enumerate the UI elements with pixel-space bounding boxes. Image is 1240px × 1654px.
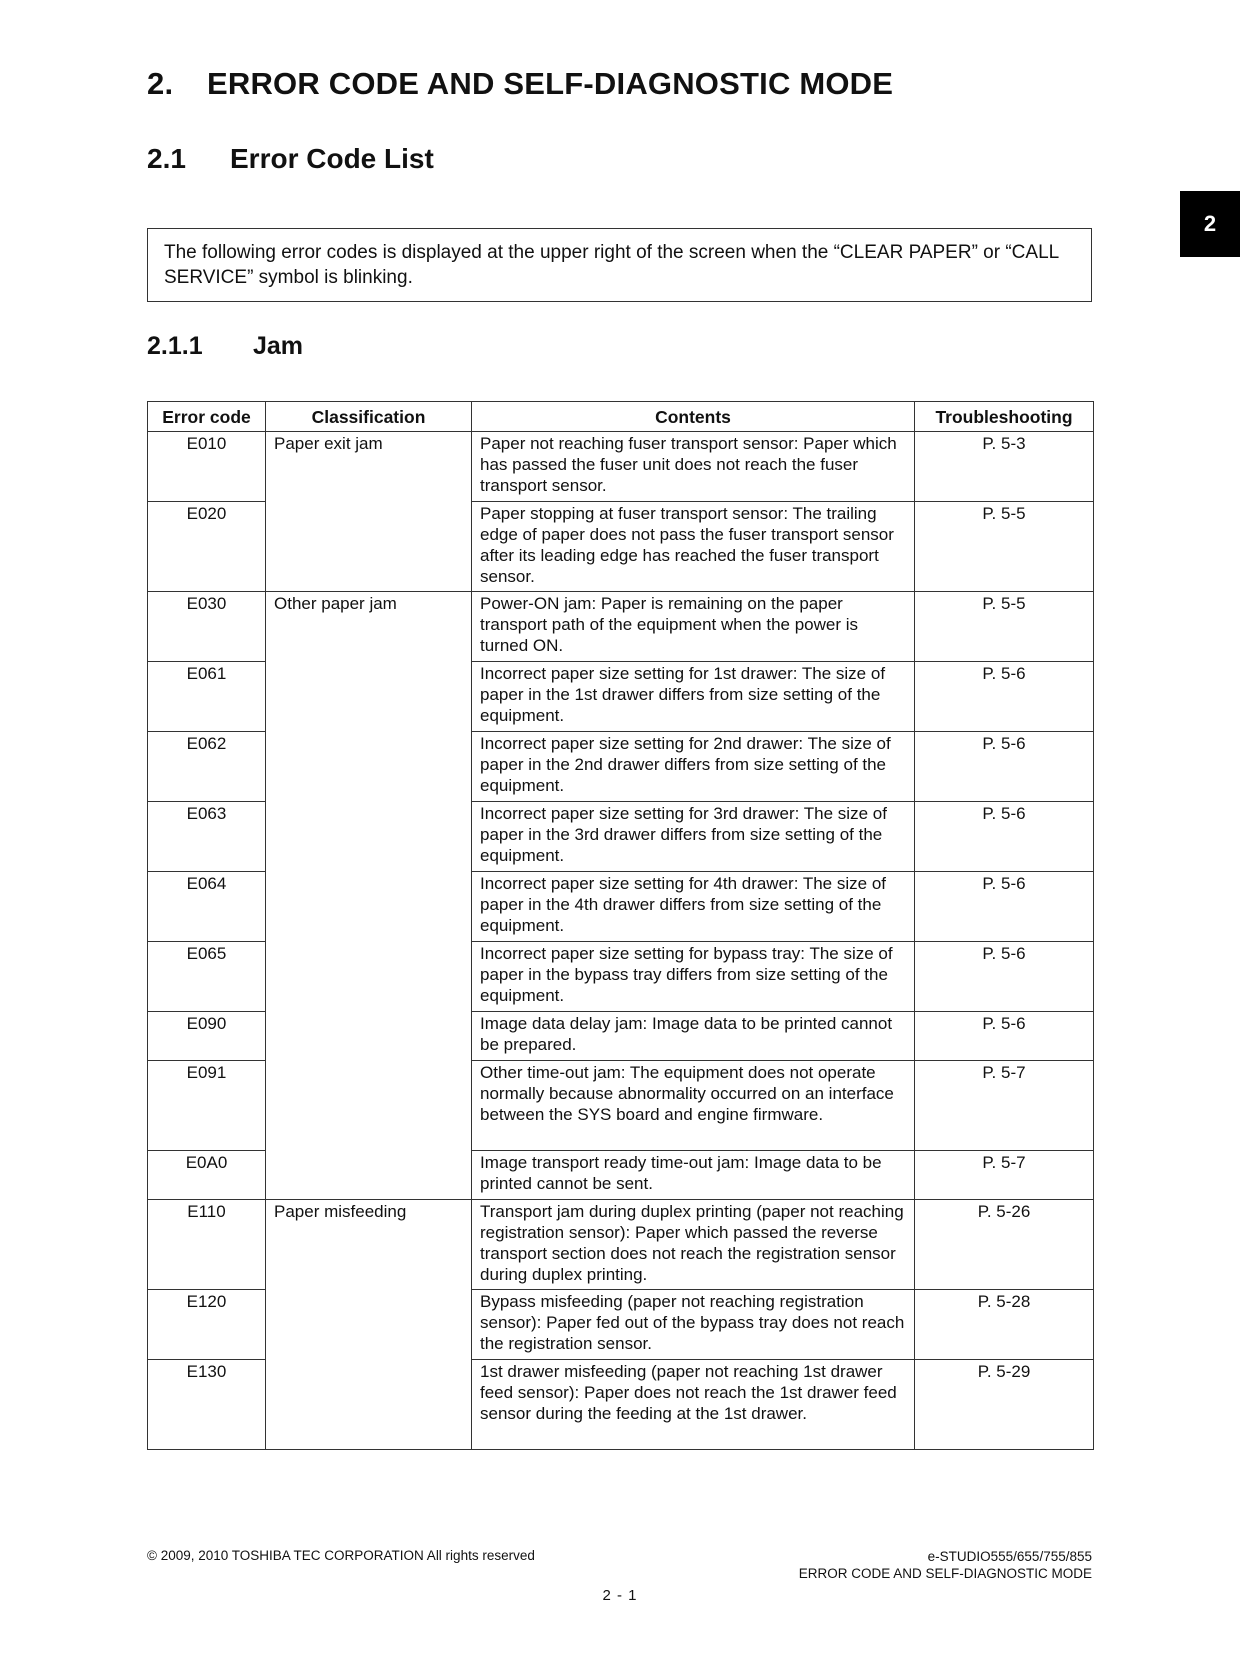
contents: Image transport ready time-out jam: Image data to be printed cannot be sent. [472,1151,915,1200]
contents: Incorrect paper size setting for 1st drawer: The size of paper in the 1st drawer differs from size setting of the equipment. [472,662,915,732]
troubleshooting-page: P. 5-6 [915,662,1094,732]
contents: Incorrect paper size setting for 4th drawer: The size of paper in the 4th drawer differs from size setting of the equipment. [472,872,915,942]
troubleshooting-page: P. 5-6 [915,872,1094,942]
contents: 1st drawer misfeeding (paper not reaching 1st drawer feed sensor): Paper does not reach the 1st drawer feed sensor during the feeding at the 1st drawer. [472,1360,915,1450]
troubleshooting-page: P. 5-6 [915,802,1094,872]
table-row [148,1200,1094,1290]
troubleshooting-page: P. 5-5 [915,502,1094,592]
table-row [148,592,1094,662]
error-code: E064 [148,872,266,942]
error-code: E061 [148,662,266,732]
troubleshooting-page: P. 5-7 [915,1061,1094,1151]
troubleshooting-page: P. 5-29 [915,1360,1094,1450]
note-box: The following error codes is displayed at the upper right of the screen when the “CLEAR PAPER” or “CALL SERVICE” symbol is blinking. [147,228,1092,302]
contents: Power-ON jam: Paper is remaining on the paper transport path of the equipment when the power is turned ON. [472,592,915,662]
section-title: Error Code List [230,143,434,174]
error-code: E020 [148,502,266,592]
footer-model: e-STUDIO555/655/755/855 [927,1549,1092,1564]
chapter-heading [147,66,893,102]
footer-copyright: © 2009, 2010 TOSHIBA TEC CORPORATION All rights reserved [147,1548,535,1563]
footer-right [799,1548,1092,1582]
error-code: E0A0 [148,1151,266,1200]
troubleshooting-page: P. 5-6 [915,732,1094,802]
troubleshooting-page: P. 5-3 [915,432,1094,502]
chapter-title: ERROR CODE AND SELF-DIAGNOSTIC MODE [207,66,894,101]
section-number: 2.1 [147,143,186,174]
error-code: E091 [148,1061,266,1151]
troubleshooting-page: P. 5-7 [915,1151,1094,1200]
subsection-number: 2.1.1 [147,332,203,360]
header-contents: Contents [472,402,915,432]
subsection-heading [147,332,303,361]
error-code: E062 [148,732,266,802]
error-code: E063 [148,802,266,872]
contents: Incorrect paper size setting for 3rd drawer: The size of paper in the 3rd drawer differs from size setting of the equipment. [472,802,915,872]
table-row [148,432,1094,502]
chapter-number: 2. [147,66,174,101]
header-classification: Classification [266,402,472,432]
header-error-code: Error code [148,402,266,432]
contents: Paper stopping at fuser transport sensor: The trailing edge of paper does not pass the fuser transport sensor after its leading edge has reached the fuser transport sensor. [472,502,915,592]
error-code-table [147,401,1094,1450]
error-code: E065 [148,942,266,1012]
error-code: E010 [148,432,266,502]
footer-chapter-name: ERROR CODE AND SELF-DIAGNOSTIC MODE [798,1566,1092,1581]
chapter-tab: 2 [1180,191,1240,257]
classification: Paper misfeeding [266,1200,472,1450]
error-code: E110 [148,1200,266,1290]
subsection-title: Jam [253,332,304,360]
troubleshooting-page: P. 5-28 [915,1290,1094,1360]
contents: Paper not reaching fuser transport sensor: Paper which has passed the fuser unit does not reach the fuser transport sensor. [472,432,915,502]
classification: Paper exit jam [266,432,472,592]
troubleshooting-page: P. 5-6 [915,1012,1094,1061]
table-header-row [148,402,1094,432]
contents: Transport jam during duplex printing (paper not reaching registration sensor): Paper which passed the reverse transport section does not reach the registration sensor during duplex printing. [472,1200,915,1290]
contents: Other time-out jam: The equipment does not operate normally because abnormality occurred on an interface between the SYS board and engine firmware. [472,1061,915,1151]
troubleshooting-page: P. 5-5 [915,592,1094,662]
error-code: E120 [148,1290,266,1360]
page-number: 2 - 1 [602,1587,638,1604]
contents: Image data delay jam: Image data to be printed cannot be prepared. [472,1012,915,1061]
header-troubleshooting: Troubleshooting [915,402,1094,432]
error-code: E130 [148,1360,266,1450]
classification: Other paper jam [266,592,472,1200]
troubleshooting-page: P. 5-26 [915,1200,1094,1290]
contents: Incorrect paper size setting for bypass tray: The size of paper in the bypass tray differs from size setting of the equipment. [472,942,915,1012]
troubleshooting-page: P. 5-6 [915,942,1094,1012]
error-code: E090 [148,1012,266,1061]
contents: Bypass misfeeding (paper not reaching registration sensor): Paper fed out of the bypass tray does not reach the registration sensor. [472,1290,915,1360]
section-heading [147,143,434,175]
contents: Incorrect paper size setting for 2nd drawer: The size of paper in the 2nd drawer differs from size setting of the equipment. [472,732,915,802]
error-code: E030 [148,592,266,662]
